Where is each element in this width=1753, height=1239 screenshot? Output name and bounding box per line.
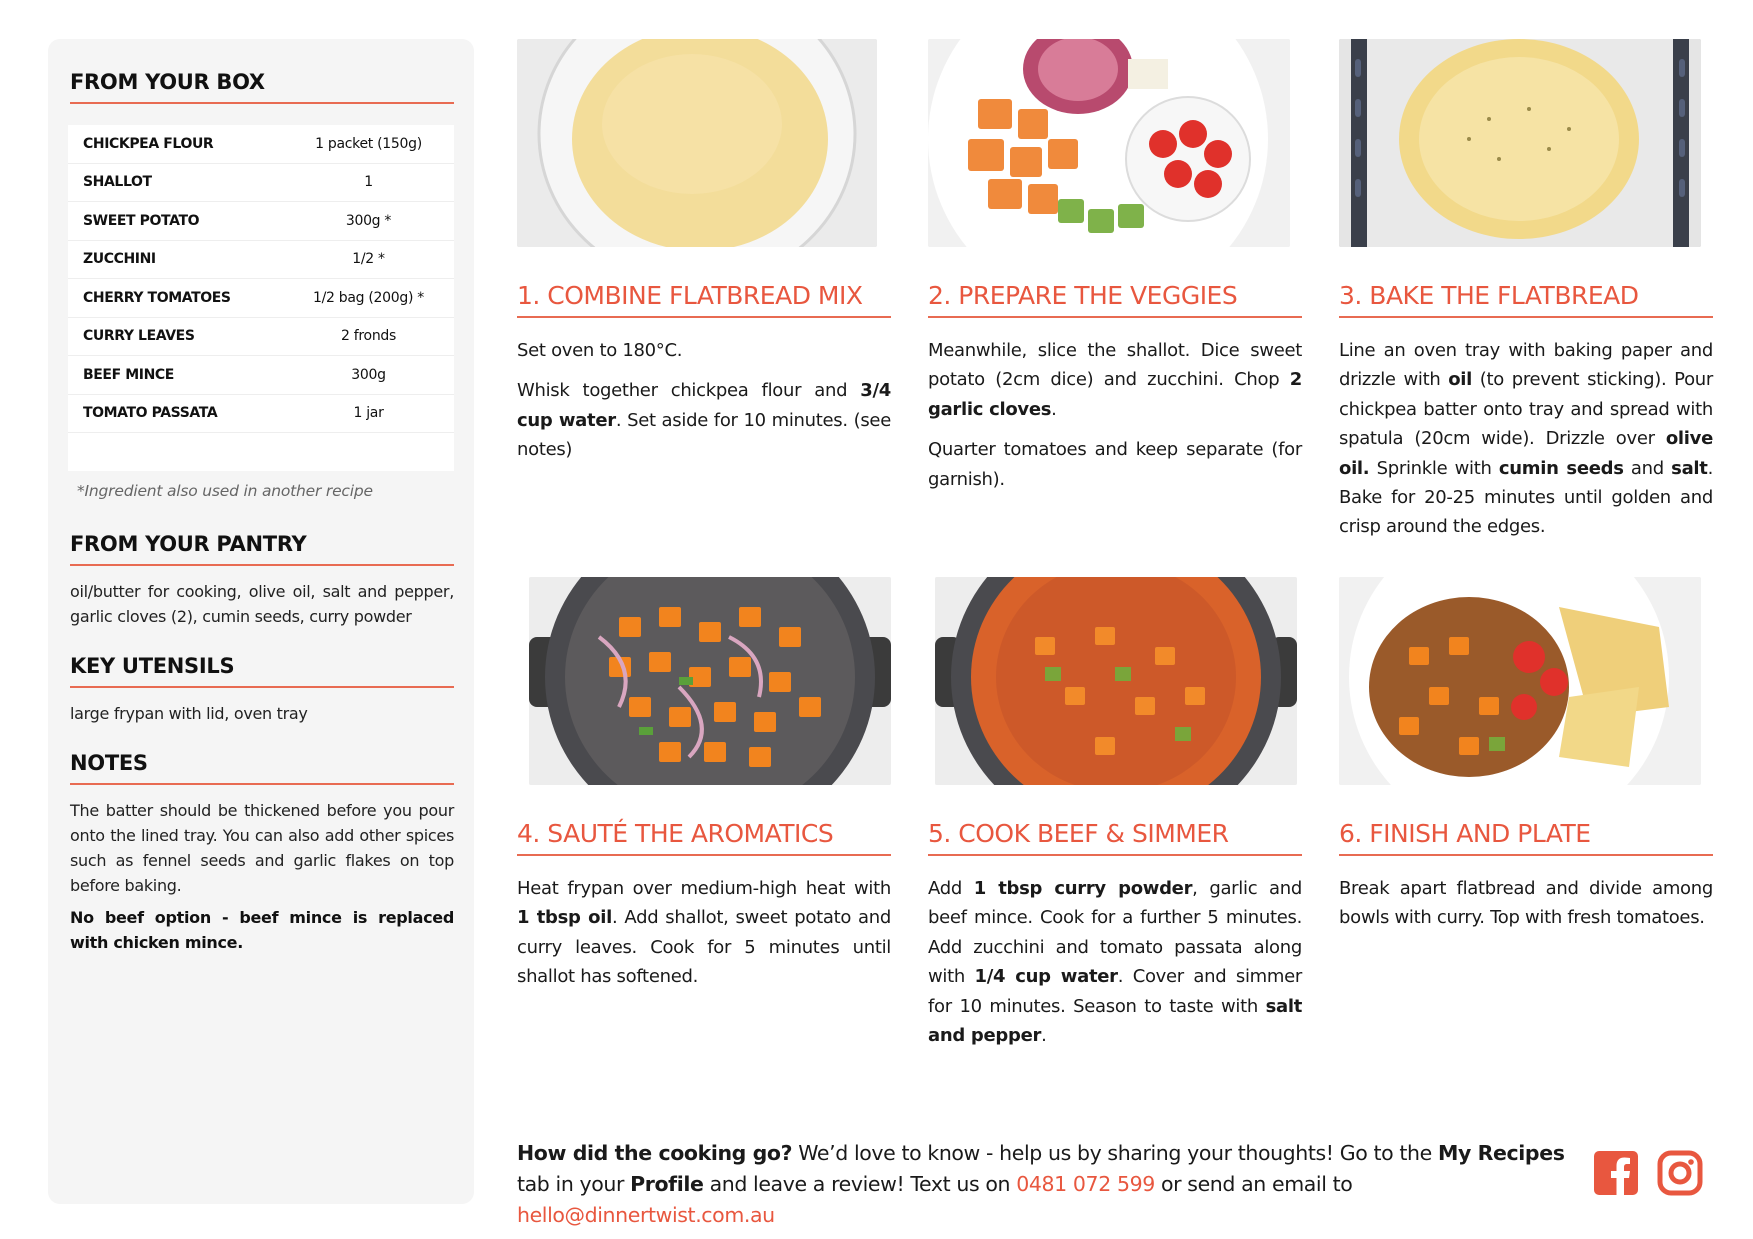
bold-ingredient: 1 tbsp curry powder	[973, 878, 1193, 899]
step2-photo	[928, 39, 1290, 247]
from-your-box-heading: FROM YOUR BOX	[70, 70, 454, 104]
text-span: . Cover and simmer for 10 minutes. Season to taste with	[928, 966, 1302, 1017]
notes-heading: NOTES	[70, 751, 454, 785]
step1-text	[517, 336, 891, 465]
ingredient-row	[68, 164, 454, 203]
text-span: We’d love to know - help us by sharing your thoughts! Go to the	[792, 1141, 1438, 1165]
facebook-icon[interactable]	[1593, 1150, 1639, 1196]
finished-plate-image	[1339, 577, 1701, 785]
ingredient-qty: 300g	[351, 366, 386, 383]
ingredient-row	[68, 125, 454, 164]
step4-photo	[529, 577, 891, 785]
step2-text	[928, 336, 1302, 494]
ingredient-name: TOMATO PASSATA	[83, 405, 218, 422]
bold-ingredient: salt and pepper	[928, 995, 1302, 1047]
bold-ingredient: 3/4 cup water	[517, 380, 891, 431]
from-your-pantry-heading: FROM YOUR PANTRY	[70, 532, 454, 566]
ingredient-row	[68, 395, 454, 434]
ingredients-table	[68, 125, 454, 471]
text-span: Whisk together chickpea flour and	[517, 380, 861, 402]
text-span: or send an email to	[1154, 1172, 1353, 1196]
ingredient-qty: 1/2 bag (200g) *	[313, 289, 424, 306]
step1-line1: Set oven to 180°C.	[517, 340, 683, 361]
step5-text	[928, 874, 1302, 1050]
pantry-text: oil/butter for cooking, olive oil, salt and pepper, garlic cloves (2), cumin seeds, curry powder	[70, 582, 454, 626]
ingredient-name: CHERRY TOMATOES	[83, 289, 231, 306]
phone-link[interactable]: 0481 072 599	[1016, 1172, 1155, 1196]
ingredient-name: SHALLOT	[83, 174, 152, 191]
step6-text	[1339, 874, 1713, 933]
ingredient-name: CHICKPEA FLOUR	[83, 135, 214, 152]
bold-ingredient: cumin seeds	[1498, 457, 1624, 479]
ingredient-qty: 300g *	[345, 212, 392, 229]
beef-simmer-image	[935, 577, 1297, 785]
bold-ingredient: olive oil.	[1339, 428, 1713, 479]
bold-ingredient: oil	[1448, 369, 1473, 391]
step3-photo	[1339, 39, 1701, 247]
email-link[interactable]: hello@dinnertwist.com.au	[517, 1203, 775, 1227]
bold-ingredient: 1 tbsp oil	[517, 907, 612, 929]
ingredient-name: BEEF MINCE	[83, 366, 174, 383]
ingredient-row	[68, 356, 454, 395]
text-span: and leave a review! Text us on	[703, 1172, 1017, 1196]
step1-line2	[517, 376, 891, 464]
feedback-footer	[517, 1138, 1597, 1231]
no-beef-option: No beef option - beef mince is replaced with chicken mince.	[70, 908, 454, 952]
ingredient-qty: 1	[364, 174, 373, 191]
step2-heading: 2. PREPARE THE VEGGIES	[928, 281, 1302, 318]
step3-heading: 3. BAKE THE FLATBREAD	[1339, 281, 1713, 318]
step6-heading: 6. FINISH AND PLATE	[1339, 819, 1713, 856]
step3-text	[1339, 336, 1713, 542]
notes-bold-text	[70, 905, 454, 955]
ingredient-row	[68, 241, 454, 280]
step6-photo	[1339, 577, 1701, 785]
step5-heading: 5. COOK BEEF & SIMMER	[928, 819, 1302, 856]
text-span: , garlic and beef mince. Cook for a further 5 minutes. Add zucchini and tomato passata along with	[928, 878, 1302, 988]
notes-text: The batter should be thickened before you pour onto the lined tray. You can also add other spices such as fennel seeds and garlic flakes on top before baking.	[70, 801, 454, 895]
profile-link[interactable]: Profile	[630, 1172, 704, 1196]
sidebar-panel	[48, 39, 474, 1204]
ingredient-row	[68, 279, 454, 318]
ingredient-qty: 1 jar	[353, 405, 384, 422]
step4-text	[517, 874, 891, 992]
text-span: Sprinkle with	[1369, 457, 1499, 479]
step4-line1	[517, 874, 891, 992]
text-span: and	[1623, 457, 1672, 479]
bold-ingredient: 2 garlic cloves	[928, 369, 1302, 420]
text-span: Heat frypan over medium-high heat with	[517, 878, 891, 899]
step3-line1	[1339, 336, 1713, 542]
ingredient-footnote: *Ingredient also used in another recipe	[77, 482, 373, 500]
ingredient-name: ZUCCHINI	[83, 251, 156, 268]
text-span: .	[1051, 398, 1057, 420]
text-span: Meanwhile, slice the shallot. Dice sweet potato (2cm dice) and zucchini. Chop	[928, 340, 1302, 391]
ingredient-name: SWEET POTATO	[83, 212, 200, 229]
flatbread-tray-image	[1339, 39, 1701, 247]
step5-line1	[928, 874, 1302, 1050]
instagram-icon[interactable]	[1657, 1150, 1703, 1196]
text-span: .	[1041, 1025, 1047, 1047]
ingredient-name: CURRY LEAVES	[83, 328, 195, 345]
step1-heading: 1. COMBINE FLATBREAD MIX	[517, 281, 891, 318]
veggies-plate-image	[928, 39, 1290, 247]
bold-ingredient: salt	[1671, 457, 1708, 479]
step4-heading: 4. SAUTÉ THE AROMATICS	[517, 819, 891, 856]
key-utensils-heading: KEY UTENSILS	[70, 654, 454, 688]
text-span: . Set aside for 10 minutes. (see notes)	[517, 409, 891, 461]
step2-line1	[928, 336, 1302, 424]
utensils-text: large frypan with lid, oven tray	[70, 704, 308, 723]
saute-pan-image	[529, 577, 891, 785]
batter-bowl-image	[517, 39, 877, 247]
ingredient-qty: 2 fronds	[341, 328, 396, 345]
step5-photo	[935, 577, 1297, 785]
ingredient-row	[68, 318, 454, 357]
ingredient-row	[68, 202, 454, 241]
step1-photo	[517, 39, 877, 247]
text-span: (to prevent sticking). Pour chickpea batter onto tray and spread with spatula (20cm wide). Drizzle over	[1339, 369, 1713, 450]
ingredient-qty: 1/2 *	[352, 251, 385, 268]
bold-ingredient: 1/4 cup water	[974, 966, 1118, 988]
text-span: Line an oven tray with baking paper and drizzle with	[1339, 340, 1713, 391]
my-recipes-link[interactable]: My Recipes	[1437, 1141, 1565, 1165]
feedback-question: How did the cooking go?	[517, 1141, 793, 1165]
step6-line1: Break apart flatbread and divide among bowls with curry. Top with fresh tomatoes.	[1339, 878, 1713, 929]
text-span: . Bake for 20-25 minutes until golden and crisp around the edges.	[1339, 457, 1714, 538]
text-span: tab in your	[517, 1172, 631, 1196]
text-span: . Add shallot, sweet potato and curry leaves. Cook for 5 minutes until shallot has softened.	[517, 907, 891, 988]
step2-line2: Quarter tomatoes and keep separate (for garnish).	[928, 439, 1302, 490]
text-span: Add	[928, 878, 974, 899]
ingredient-qty: 1 packet (150g)	[315, 135, 422, 152]
